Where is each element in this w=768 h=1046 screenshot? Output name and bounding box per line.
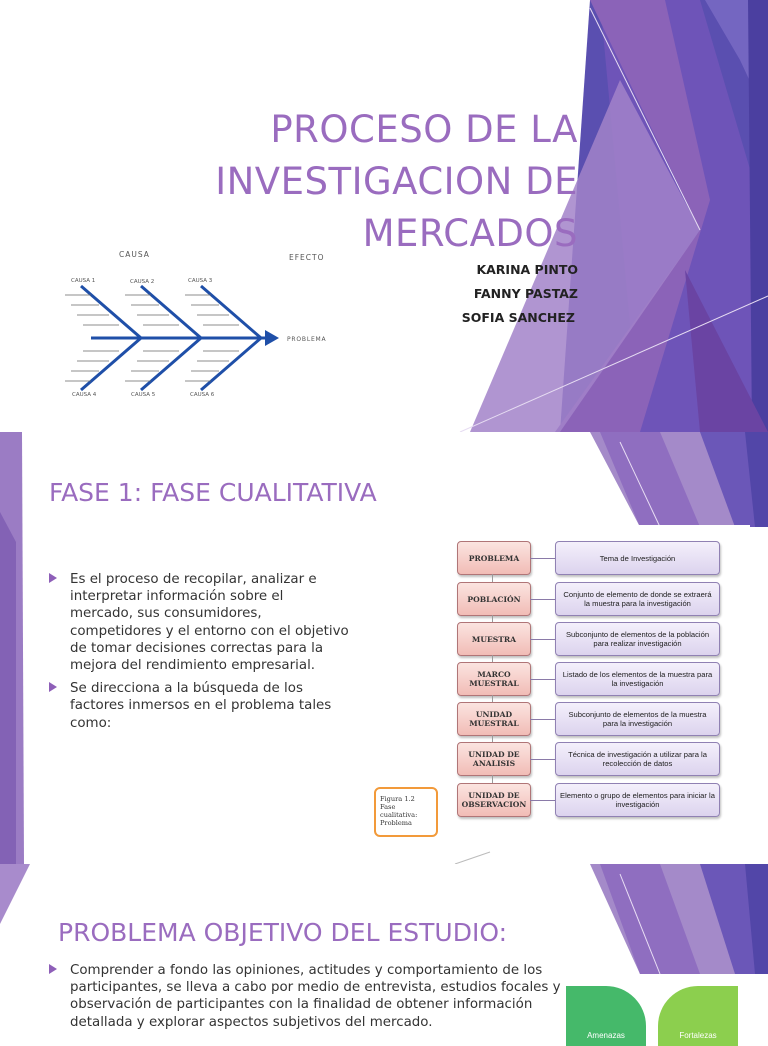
author-name: SOFIA SANCHEZ: [461, 310, 575, 325]
author-name: FANNY PASTAZ: [473, 286, 578, 301]
bullet-arrow-icon: [49, 573, 57, 583]
fishbone-diagram: [43, 229, 345, 410]
flow-step-description: Elemento o grupo de elementos para iniciar la investigación: [555, 783, 720, 817]
flow-step-description: Técnica de investigación a utilizar para la recolección de datos: [555, 742, 720, 776]
flow-connector: [530, 599, 555, 600]
research-flow-diagram: [358, 525, 750, 850]
phase-1-slide: [0, 432, 768, 864]
problem-objective-slide: [0, 864, 768, 1040]
flow-connector: [530, 719, 555, 720]
cause-label: CAUSA 6: [190, 392, 215, 398]
flow-step-label: MARCO MUESTRAL: [457, 662, 531, 696]
flow-connector: [530, 679, 555, 680]
bullet-item: Es el proceso de recopilar, analizar e interpretar información sobre el mercado, sus consumidores, competidores y el entorno con el objetivo de tomar decisiones correctas para la mejora del rendimiento empresarial.: [49, 571, 349, 674]
bullet-item: Se direcciona a la búsqueda de los factores inmersos en el problema tales como:: [49, 680, 349, 732]
flow-connector: [530, 800, 555, 801]
flow-step-description: Listado de los elementos de la muestra para la investigación: [555, 662, 720, 696]
flow-step-description: Conjunto de elemento de donde se extraerá la muestra para la investigación: [555, 582, 720, 616]
causa-label: CAUSA: [119, 250, 150, 259]
flow-step-label: UNIDAD DE OBSERVACION: [457, 783, 531, 817]
author-name: KARINA PINTO: [476, 262, 578, 277]
flow-step-label: UNIDAD DE ANALISIS: [457, 742, 531, 776]
cause-label: CAUSA 4: [72, 392, 97, 398]
flow-step-label: PROBLEMA: [457, 541, 531, 575]
title-slide: [0, 0, 768, 432]
flow-step-label: MUESTRA: [457, 622, 531, 656]
flow-step-description: Subconjunto de elementos de la población para realizar investigación: [555, 622, 720, 656]
title-line-3: MERCADOS: [362, 212, 578, 255]
flow-step-description: Tema de Investigación: [555, 541, 720, 575]
title-line-1: PROCESO DE LA: [270, 108, 578, 151]
problema-label: PROBLEMA: [287, 336, 327, 343]
section-heading: PROBLEMA OBJETIVO DEL ESTUDIO:: [58, 918, 507, 947]
swot-threats-box: Amenazas: [566, 986, 646, 1046]
flow-connector: [530, 759, 555, 760]
figure-caption: Figura 1.2 Fase cualitativa: Problema: [374, 787, 438, 837]
bullet-item: Comprender a fondo las opiniones, actitudes y comportamiento de los participantes, se lleva a cabo por medio de entrevista, estudios focales y observación de participantes con la finalidad de obtener información detallada y explorar aspectos subjetivos del mercado.: [49, 962, 569, 1031]
bullet-list: [49, 571, 349, 738]
swot-strengths-box: Fortalezas: [658, 986, 738, 1046]
flow-connector: [530, 558, 555, 559]
bullet-arrow-icon: [49, 682, 57, 692]
flow-step-label: UNIDAD MUESTRAL: [457, 702, 531, 736]
cause-label: CAUSA 1: [71, 278, 96, 284]
flow-step-label: POBLACIÓN: [457, 582, 531, 616]
cause-label: CAUSA 3: [188, 278, 213, 284]
flow-connector: [530, 639, 555, 640]
cause-label: CAUSA 5: [131, 392, 156, 398]
flow-step-description: Subconjunto de elementos de la muestra para la investigación: [555, 702, 720, 736]
efecto-label: EFECTO: [289, 253, 325, 262]
cause-label: CAUSA 2: [130, 279, 155, 285]
bullet-arrow-icon: [49, 964, 57, 974]
bullet-list: [49, 962, 569, 1037]
section-heading: FASE 1: FASE CUALITATIVA: [49, 478, 377, 507]
title-line-2: INVESTIGACION DE: [215, 160, 578, 203]
